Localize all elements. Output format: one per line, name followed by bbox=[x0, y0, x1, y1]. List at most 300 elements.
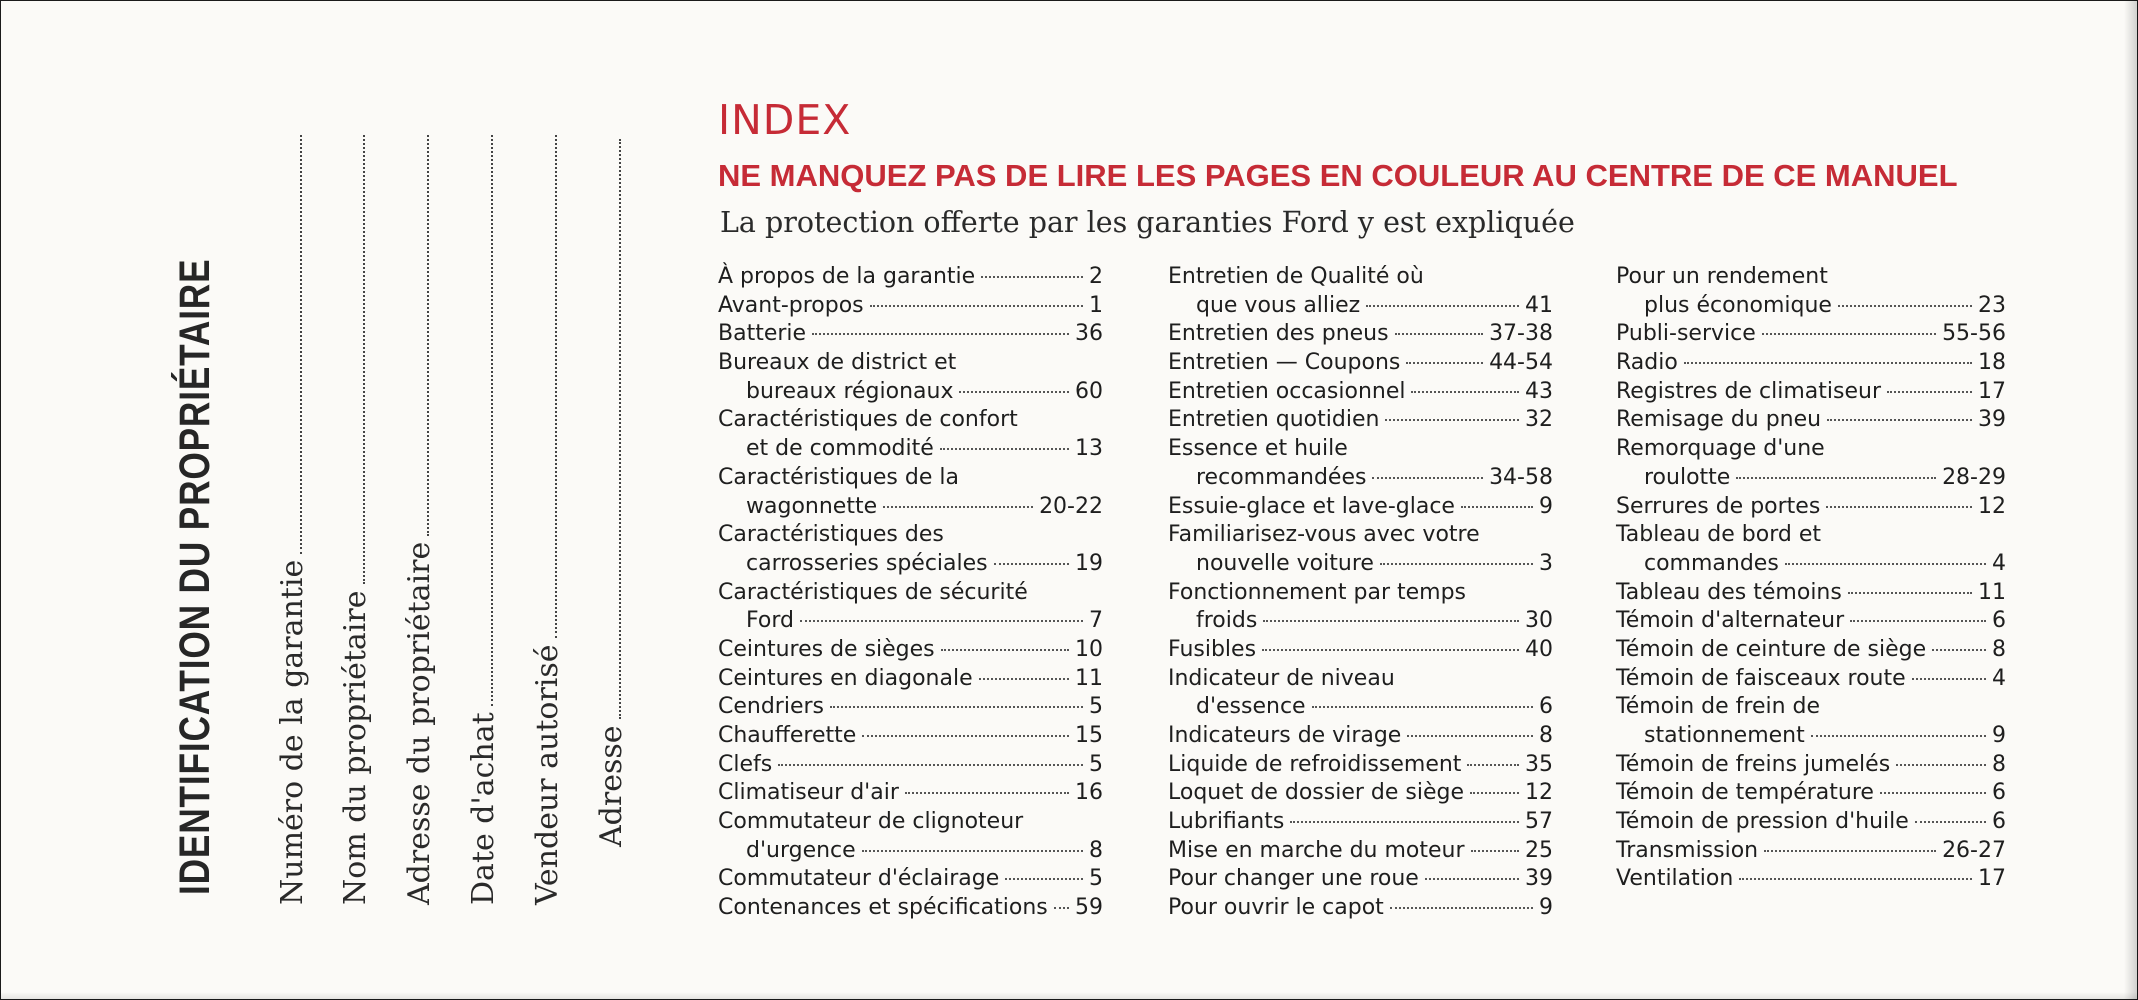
index-page-number: 7 bbox=[1089, 608, 1103, 634]
index-leader-dots bbox=[1411, 391, 1519, 393]
index-page-number: 9 bbox=[1539, 493, 1553, 519]
index-entry bbox=[1616, 809, 2006, 838]
field-line-warranty-number[interactable] bbox=[300, 135, 302, 554]
index-leader-dots bbox=[1312, 706, 1533, 708]
index-entry-title: d'essence bbox=[1196, 694, 1306, 720]
index-entry-continuation bbox=[718, 551, 1103, 580]
field-owner-name bbox=[338, 135, 373, 905]
index-column-2 bbox=[1168, 264, 1553, 924]
index-entry-line bbox=[1616, 637, 2006, 666]
index-entry-line bbox=[1168, 723, 1553, 752]
index-entry-line bbox=[1616, 809, 2006, 838]
index-entry bbox=[1616, 407, 2006, 436]
index-page-number: 6 bbox=[1539, 694, 1553, 720]
index-entry-title: froids bbox=[1196, 608, 1258, 634]
index-entry-title: Loquet de dossier de siège bbox=[1168, 780, 1465, 806]
index-leader-dots bbox=[1762, 333, 1936, 335]
index-entry bbox=[1616, 580, 2006, 609]
index-entry-title: Batterie bbox=[718, 321, 807, 347]
index-leader-dots bbox=[1838, 305, 1972, 307]
index-entry bbox=[1168, 666, 1553, 723]
index-entry-title: Familiarisez-vous avec votre bbox=[1168, 522, 1480, 548]
index-page-number: 39 bbox=[1525, 866, 1553, 892]
index-entry bbox=[718, 637, 1103, 666]
index-entry bbox=[718, 666, 1103, 695]
index-entry-continuation bbox=[1168, 694, 1553, 723]
index-entry-line bbox=[1616, 522, 2006, 551]
index-entry-title: wagonnette bbox=[746, 493, 878, 519]
index-entry-line bbox=[718, 694, 1103, 723]
index-page-number: 32 bbox=[1525, 407, 1553, 433]
field-warranty-number bbox=[275, 135, 310, 905]
index-leader-dots bbox=[1470, 792, 1519, 794]
index-entry-line bbox=[1168, 522, 1553, 551]
index-entry-title: Entretien des pneus bbox=[1168, 321, 1389, 347]
index-leader-dots bbox=[870, 305, 1083, 307]
index-page-number: 34-58 bbox=[1489, 464, 1553, 490]
index-leader-dots bbox=[1896, 764, 1986, 766]
index-page-number: 41 bbox=[1525, 292, 1553, 318]
index-entry-continuation bbox=[718, 838, 1103, 867]
field-label-owner-address: Adresse du propriétaire bbox=[402, 541, 437, 905]
index-entry-line bbox=[1616, 752, 2006, 781]
index-leader-dots bbox=[883, 506, 1033, 508]
index-column-3 bbox=[1616, 264, 2006, 895]
index-leader-dots bbox=[1467, 764, 1519, 766]
index-entry bbox=[1616, 608, 2006, 637]
index-entry-line bbox=[1616, 321, 2006, 350]
index-entry bbox=[718, 780, 1103, 809]
index-entry-line bbox=[1168, 407, 1553, 436]
index-page-number: 25 bbox=[1525, 837, 1553, 863]
index-entry-title: Tableau de bord et bbox=[1616, 522, 1822, 548]
index-page-number: 6 bbox=[1992, 780, 2006, 806]
index-leader-dots bbox=[800, 620, 1083, 622]
index-leader-dots bbox=[959, 391, 1069, 393]
index-entry bbox=[1168, 780, 1553, 809]
field-dealer-address bbox=[594, 139, 629, 847]
index-leader-dots bbox=[1915, 821, 1986, 823]
field-authorized-dealer bbox=[530, 135, 565, 905]
index-entry-title: d'urgence bbox=[746, 837, 856, 863]
index-leader-dots bbox=[862, 850, 1083, 852]
index-entry-line bbox=[1168, 895, 1553, 924]
index-page-number: 10 bbox=[1075, 636, 1103, 662]
index-page-number: 57 bbox=[1525, 809, 1553, 835]
index-entry-title: Fusibles bbox=[1168, 636, 1257, 662]
index-entry-title: Indicateurs de virage bbox=[1168, 723, 1402, 748]
index-entry-title: commandes bbox=[1644, 550, 1779, 576]
index-entry-title: Essuie-glace et lave-glace bbox=[1168, 493, 1455, 519]
index-entry-title: Clefs bbox=[718, 751, 773, 777]
index-page-number: 16 bbox=[1075, 780, 1103, 806]
index-entry bbox=[1168, 809, 1553, 838]
index-entry bbox=[718, 264, 1103, 293]
index-entry-line bbox=[1168, 321, 1553, 350]
index-page-number: 13 bbox=[1075, 436, 1103, 462]
index-page-number: 5 bbox=[1089, 694, 1103, 720]
index-entry-line bbox=[1168, 637, 1553, 666]
index-entry bbox=[1168, 264, 1553, 321]
index-page-number: 12 bbox=[1525, 780, 1553, 806]
index-entry bbox=[1616, 522, 2006, 579]
index-page-number: 4 bbox=[1992, 665, 2006, 691]
index-entry-title: recommandées bbox=[1196, 464, 1367, 490]
index-entry-title: bureaux régionaux bbox=[746, 378, 954, 404]
index-entry-line bbox=[718, 895, 1103, 924]
index-entry-line bbox=[1616, 264, 2006, 293]
index-entry bbox=[1168, 436, 1553, 493]
index-entry-line bbox=[1168, 866, 1553, 895]
index-entry-title: Témoin d'alternateur bbox=[1616, 608, 1845, 634]
page-edge-shadow bbox=[2124, 0, 2138, 1000]
index-page-number: 12 bbox=[1978, 493, 2006, 519]
index-entry-title: Essence et huile bbox=[1168, 436, 1348, 462]
index-entry-title: Pour un rendement bbox=[1616, 264, 1828, 289]
index-page-number: 40 bbox=[1525, 636, 1553, 662]
index-entry bbox=[1616, 666, 2006, 695]
index-entry bbox=[718, 895, 1103, 924]
index-page-number: 1 bbox=[1089, 292, 1103, 318]
index-entry-title: Caractéristiques de sécurité bbox=[718, 579, 1028, 605]
index-page-number: 20-22 bbox=[1039, 493, 1103, 519]
page-bottom-shadow bbox=[0, 992, 2138, 1000]
index-entry-line bbox=[1168, 838, 1553, 867]
index-entry-continuation bbox=[718, 608, 1103, 637]
index-entry-title: Climatiseur d'air bbox=[718, 780, 899, 806]
index-entry-title: plus économique bbox=[1644, 292, 1832, 318]
index-leader-dots bbox=[981, 276, 1083, 278]
index-entry-title: Ventilation bbox=[1616, 866, 1734, 892]
index-column-1 bbox=[718, 264, 1103, 924]
index-entry bbox=[718, 752, 1103, 781]
index-entry-line bbox=[718, 465, 1103, 494]
index-entry-line bbox=[718, 752, 1103, 781]
index-entry-continuation bbox=[1168, 608, 1553, 637]
index-entry-title: Pour changer une roue bbox=[1168, 866, 1419, 892]
index-entry-continuation bbox=[1616, 293, 2006, 322]
index-entry-line bbox=[1168, 350, 1553, 379]
index-page-number: 2 bbox=[1089, 264, 1103, 289]
index-page-number: 9 bbox=[1539, 895, 1553, 921]
index-page-number: 60 bbox=[1075, 378, 1103, 404]
index-page-number: 36 bbox=[1075, 321, 1103, 347]
field-purchase-date bbox=[466, 135, 501, 905]
index-leader-dots bbox=[941, 649, 1069, 651]
index-entry-title: Tableau des témoins bbox=[1616, 579, 1842, 605]
index-entry-title: Caractéristiques de confort bbox=[718, 407, 1018, 433]
index-page-number: 8 bbox=[1992, 751, 2006, 777]
index-entry-title: roulotte bbox=[1644, 464, 1731, 490]
index-entry-title: Entretien quotidien bbox=[1168, 407, 1380, 433]
index-leader-dots bbox=[1372, 477, 1483, 479]
index-entry-line bbox=[1168, 264, 1553, 293]
index-page-number: 15 bbox=[1075, 723, 1103, 748]
index-leader-dots bbox=[1785, 563, 1986, 565]
index-entry bbox=[1168, 321, 1553, 350]
index-entry-line bbox=[1616, 838, 2006, 867]
index-entry-line bbox=[1616, 350, 2006, 379]
field-label-dealer-address: Adresse bbox=[594, 725, 629, 847]
index-entry bbox=[718, 293, 1103, 322]
index-entry bbox=[1616, 752, 2006, 781]
index-page-number: 18 bbox=[1978, 350, 2006, 376]
index-entry bbox=[1616, 494, 2006, 523]
owner-identification-panel bbox=[0, 0, 700, 1000]
index-leader-dots bbox=[1407, 735, 1533, 737]
index-leader-dots bbox=[1764, 850, 1936, 852]
index-leader-dots bbox=[1395, 333, 1483, 335]
index-entry-title: Pour ouvrir le capot bbox=[1168, 895, 1384, 921]
index-entry bbox=[1616, 264, 2006, 321]
index-page-number: 30 bbox=[1525, 608, 1553, 634]
index-entry-title: stationnement bbox=[1644, 723, 1805, 748]
index-entry-title: Témoin de freins jumelés bbox=[1616, 751, 1891, 777]
index-entry bbox=[1616, 637, 2006, 666]
index-leader-dots bbox=[1811, 735, 1986, 737]
field-line-purchase-date[interactable] bbox=[491, 135, 493, 706]
index-entry-line bbox=[718, 780, 1103, 809]
index-entry bbox=[1616, 838, 2006, 867]
index-entry-title: Caractéristiques de la bbox=[718, 464, 959, 490]
index-entry-title: Entretien occasionnel bbox=[1168, 378, 1406, 404]
index-entry-title: Commutateur d'éclairage bbox=[718, 866, 1000, 892]
index-page-number: 5 bbox=[1089, 866, 1103, 892]
index-entry-title: Serrures de portes bbox=[1616, 493, 1821, 519]
index-entry-title: Témoin de frein de bbox=[1616, 694, 1821, 720]
index-entry-title: Commutateur de clignoteur bbox=[718, 809, 1024, 835]
index-page-number: 19 bbox=[1075, 550, 1103, 576]
index-entry-line bbox=[1616, 608, 2006, 637]
index-page-number: 4 bbox=[1992, 550, 2006, 576]
field-line-dealer-address[interactable] bbox=[619, 139, 621, 719]
owner-id-title-wrap bbox=[171, 119, 220, 895]
index-entry bbox=[1168, 522, 1553, 579]
index-entry-line bbox=[1616, 866, 2006, 895]
index-entry-title: Indicateur de niveau bbox=[1168, 665, 1395, 691]
index-entry-line bbox=[718, 350, 1103, 379]
index-entry-continuation bbox=[1168, 293, 1553, 322]
owner-id-title: IDENTIFICATION DU PROPRIÉTAIRE bbox=[171, 258, 219, 895]
index-entry-line bbox=[1616, 694, 2006, 723]
index-entry bbox=[718, 866, 1103, 895]
index-entry-title: carrosseries spéciales bbox=[746, 550, 988, 576]
index-leader-dots bbox=[1739, 878, 1972, 880]
index-page-number: 59 bbox=[1075, 895, 1103, 921]
index-entry-continuation bbox=[718, 379, 1103, 408]
index-entry-title: Témoin de faisceaux route bbox=[1616, 665, 1906, 691]
index-entry bbox=[718, 694, 1103, 723]
index-entry bbox=[1616, 694, 2006, 751]
index-entry-title: Registres de climatiseur bbox=[1616, 378, 1881, 404]
index-entry bbox=[718, 407, 1103, 464]
index-entry-title: Témoin de pression d'huile bbox=[1616, 809, 1909, 835]
index-entry-title: Contenances et spécifications bbox=[718, 895, 1048, 921]
index-leader-dots bbox=[1406, 362, 1483, 364]
index-entry bbox=[1616, 780, 2006, 809]
index-subtitle: La protection offerte par les garanties Ford y est expliquée bbox=[720, 206, 1575, 239]
index-entry-line bbox=[1616, 666, 2006, 695]
index-entry-line bbox=[1616, 580, 2006, 609]
index-page-number: 8 bbox=[1539, 723, 1553, 748]
index-entry bbox=[718, 321, 1103, 350]
index-leader-dots bbox=[812, 333, 1069, 335]
index-page-number: 17 bbox=[1978, 866, 2006, 892]
index-entry-title: Remisage du pneu bbox=[1616, 407, 1822, 433]
index-entry-line bbox=[1168, 752, 1553, 781]
index-entry-line bbox=[1168, 580, 1553, 609]
field-label-warranty-number: Numéro de la garantie bbox=[275, 559, 310, 905]
index-entry bbox=[1168, 866, 1553, 895]
index-leader-dots bbox=[1827, 419, 1972, 421]
index-entry-title: Ceintures de sièges bbox=[718, 636, 935, 662]
index-entry-title: et de commodité bbox=[746, 436, 934, 462]
index-entry-continuation bbox=[1616, 551, 2006, 580]
index-leader-dots bbox=[1290, 821, 1519, 823]
index-page-number: 37-38 bbox=[1489, 321, 1553, 347]
index-entry bbox=[1168, 494, 1553, 523]
index-entry-line bbox=[718, 637, 1103, 666]
index-entry-line bbox=[1616, 436, 2006, 465]
field-line-authorized-dealer[interactable] bbox=[555, 135, 557, 638]
index-leader-dots bbox=[979, 678, 1069, 680]
index-entry-title: Entretien de Qualité où bbox=[1168, 264, 1424, 289]
index-entry-title: Témoin de température bbox=[1616, 780, 1874, 806]
index-entry bbox=[1168, 637, 1553, 666]
index-entry-line bbox=[718, 293, 1103, 322]
index-entry-line bbox=[718, 580, 1103, 609]
index-entry-title: Radio bbox=[1616, 350, 1678, 376]
index-leader-dots bbox=[1366, 305, 1519, 307]
index-leader-dots bbox=[940, 448, 1069, 450]
index-entry bbox=[718, 580, 1103, 637]
index-entry-title: Cendriers bbox=[718, 694, 825, 720]
index-entry-title: Liquide de refroidissement bbox=[1168, 751, 1462, 777]
index-page-number: 8 bbox=[1089, 837, 1103, 863]
index-entry bbox=[718, 465, 1103, 522]
index-entry-title: Chaufferette bbox=[718, 723, 857, 748]
index-entry bbox=[1616, 866, 2006, 895]
index-entry-title: Lubrifiants bbox=[1168, 809, 1285, 835]
index-page-number: 3 bbox=[1539, 550, 1553, 576]
index-page-number: 43 bbox=[1525, 378, 1553, 404]
index-entry bbox=[1168, 407, 1553, 436]
index-entry-line bbox=[1168, 780, 1553, 809]
index-leader-dots bbox=[1887, 391, 1972, 393]
index-entry-line bbox=[718, 407, 1103, 436]
index-leader-dots bbox=[1850, 620, 1986, 622]
index-leader-dots bbox=[994, 563, 1069, 565]
index-entry-title: Entretien — Coupons bbox=[1168, 350, 1401, 376]
field-label-purchase-date: Date d'achat bbox=[466, 712, 501, 905]
index-page-number: 8 bbox=[1992, 636, 2006, 662]
index-entry-line bbox=[1616, 407, 2006, 436]
field-label-authorized-dealer: Vendeur autorisé bbox=[530, 644, 565, 905]
index-entry-line bbox=[1616, 379, 2006, 408]
index-page-number: 11 bbox=[1075, 665, 1103, 691]
field-line-owner-address[interactable] bbox=[427, 135, 429, 536]
index-leader-dots bbox=[1262, 649, 1519, 651]
index-page-number: 55-56 bbox=[1942, 321, 2006, 347]
index-entry-line bbox=[718, 723, 1103, 752]
index-entry-line bbox=[718, 321, 1103, 350]
index-entry-line bbox=[1168, 666, 1553, 695]
index-leader-dots bbox=[1263, 620, 1519, 622]
index-entry-line bbox=[718, 522, 1103, 551]
index-leader-dots bbox=[1380, 563, 1533, 565]
index-page-number: 11 bbox=[1978, 579, 2006, 605]
index-page-number: 26-27 bbox=[1942, 837, 2006, 863]
index-entry-title: Bureaux de district et bbox=[718, 350, 957, 376]
index-page-number: 35 bbox=[1525, 751, 1553, 777]
index-page-number: 17 bbox=[1978, 378, 2006, 404]
index-entry-title: Ceintures en diagonale bbox=[718, 665, 973, 691]
index-entry-continuation bbox=[1168, 465, 1553, 494]
index-entry-line bbox=[718, 264, 1103, 293]
index-entry-continuation bbox=[718, 494, 1103, 523]
index-entry-line bbox=[1168, 436, 1553, 465]
index-entry-line bbox=[1616, 494, 2006, 523]
index-leader-dots bbox=[1005, 878, 1083, 880]
index-entry bbox=[1616, 321, 2006, 350]
index-entry bbox=[1168, 379, 1553, 408]
index-leader-dots bbox=[905, 792, 1069, 794]
index-leader-dots bbox=[1736, 477, 1936, 479]
index-entry-continuation bbox=[1616, 465, 2006, 494]
index-page-number: 6 bbox=[1992, 809, 2006, 835]
index-entry-line bbox=[718, 866, 1103, 895]
index-leader-dots bbox=[1826, 506, 1972, 508]
index-entry bbox=[1616, 350, 2006, 379]
index-entry-title: À propos de la garantie bbox=[718, 264, 976, 289]
index-entry bbox=[1168, 580, 1553, 637]
index-entry bbox=[1168, 838, 1553, 867]
index-entry bbox=[718, 723, 1103, 752]
index-entry-line bbox=[1168, 379, 1553, 408]
field-owner-address bbox=[402, 135, 437, 905]
index-entry-title: Avant-propos bbox=[718, 292, 864, 318]
field-label-owner-name: Nom du propriétaire bbox=[338, 590, 373, 905]
index-entry bbox=[1168, 723, 1553, 752]
index-leader-dots bbox=[1932, 649, 1986, 651]
index-entry-title: que vous alliez bbox=[1196, 292, 1361, 318]
index-leader-dots bbox=[862, 735, 1069, 737]
index-entry-line bbox=[1616, 780, 2006, 809]
index-entry bbox=[1168, 350, 1553, 379]
index-entry bbox=[1616, 379, 2006, 408]
index-entry-continuation bbox=[1616, 723, 2006, 752]
index-entry-title: Fonctionnement par temps bbox=[1168, 579, 1467, 605]
index-entry-title: Caractéristiques des bbox=[718, 522, 944, 548]
index-entry bbox=[1616, 436, 2006, 493]
index-page-number: 5 bbox=[1089, 751, 1103, 777]
index-leader-dots bbox=[1054, 907, 1069, 909]
index-entry-line bbox=[718, 809, 1103, 838]
index-leader-dots bbox=[778, 764, 1083, 766]
field-line-owner-name[interactable] bbox=[363, 135, 365, 585]
index-entry-title: Publi-service bbox=[1616, 321, 1756, 347]
index-leader-dots bbox=[1471, 850, 1519, 852]
index-page-number: 9 bbox=[1992, 723, 2006, 748]
index-entry-line bbox=[1168, 809, 1553, 838]
index-leader-dots bbox=[1461, 506, 1533, 508]
index-page-number: 23 bbox=[1978, 292, 2006, 318]
index-entry bbox=[1168, 895, 1553, 924]
index-leader-dots bbox=[1684, 362, 1972, 364]
index-entry-line bbox=[1168, 494, 1553, 523]
index-leader-dots bbox=[830, 706, 1083, 708]
index-entry-title: Transmission bbox=[1616, 837, 1759, 863]
